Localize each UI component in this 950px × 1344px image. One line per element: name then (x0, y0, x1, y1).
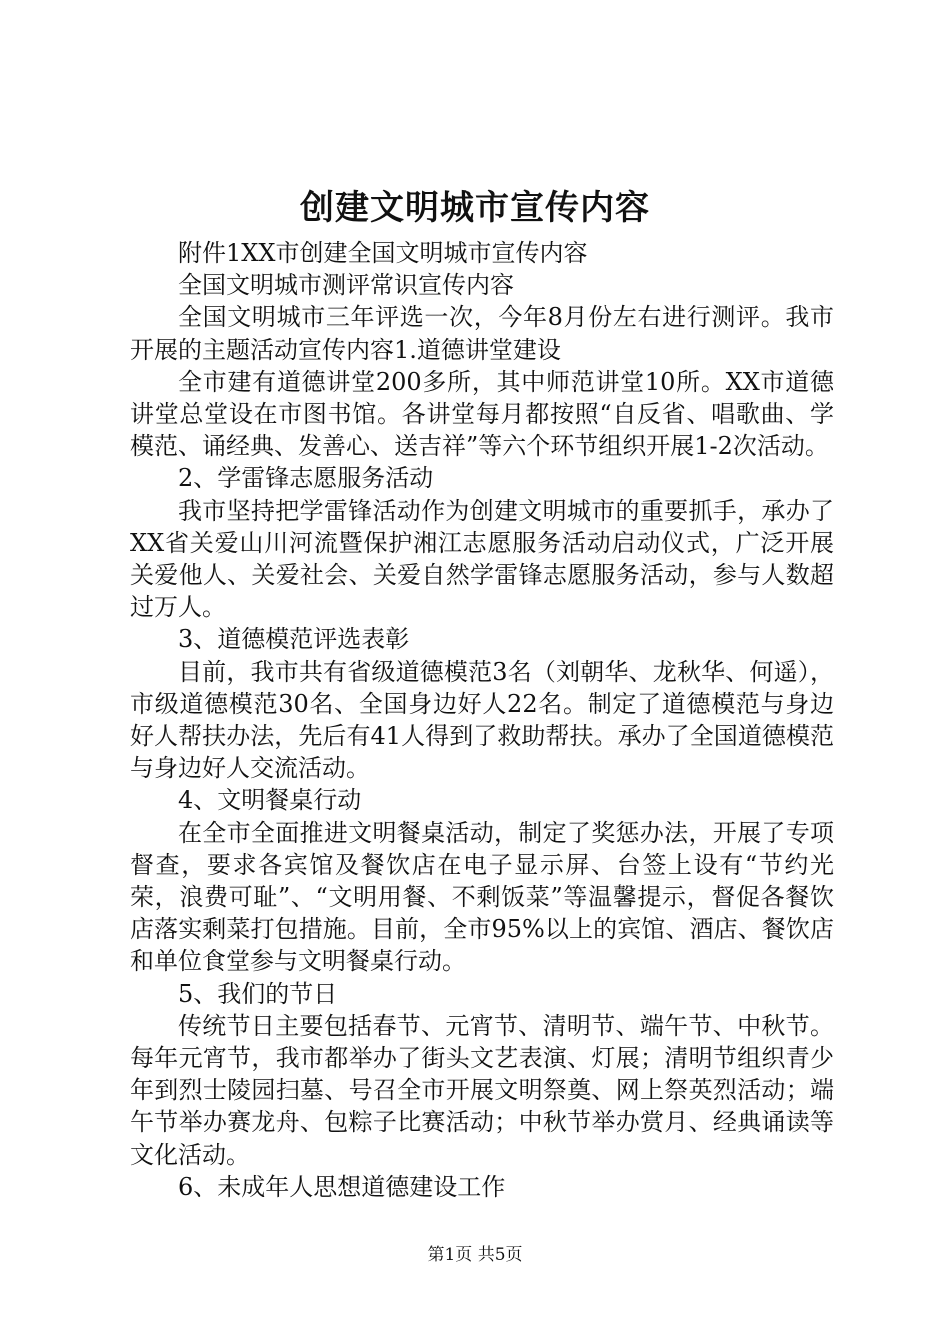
paragraph-subheading: 全国文明城市测评常识宣传内容 (178, 271, 514, 300)
section-heading-minors: 6、未成年人思想道德建设工作 (178, 1172, 506, 1201)
document-title: 创建文明城市宣传内容 (300, 188, 650, 228)
section-heading-festivals: 5、我们的节日 (178, 979, 338, 1008)
page-number-footer: 第1页 共5页 (427, 1245, 523, 1265)
section-heading-civilized-dining: 4、文明餐桌行动 (178, 786, 362, 815)
section-heading-volunteer: 2、学雷锋志愿服务活动 (178, 464, 434, 493)
document-body (130, 237, 834, 1203)
paragraph-attachment-heading: 附件1XX市创建全国文明城市宣传内容 (178, 239, 588, 267)
paragraph-civilized-dining: 在全市全面推进文明餐桌活动，制定了奖惩办法，开展了专项督查，要求各宾馆及餐饮店在电子显示屏、台签上设有“节约光荣，浪费可耻”、“文明用餐、不剩饭菜”等温馨提示，督促各餐饮店落实剩菜打包措施。目前，全市95%以上的宾馆、酒店、餐饮店和单位食堂参与文明餐桌行动。 (130, 818, 834, 976)
section-heading-moral-models: 3、道德模范评选表彰 (178, 625, 410, 654)
paragraph-moral-lecture: 全市建有道德讲堂200多所，其中师范讲堂10所。XX市道德讲堂总堂设在市图书馆。各讲堂每月都按照“自反省、唱歌曲、学模范、诵经典、发善心、送吉祥”等六个环节组织开展1-2次活动。 (130, 367, 834, 461)
paragraph-festivals: 传统节日主要包括春节、元宵节、清明节、端午节、中秋节。每年元宵节，我市都举办了街头文艺表演、灯展；清明节组织青少年到烈士陵园扫墓、号召全市开展文明祭奠、网上祭英烈活动；端午节举办赛龙舟、包粽子比赛活动；中秋节举办赏月、经典诵读等文化活动。 (130, 1011, 834, 1169)
paragraph-moral-models: 目前，我市共有省级道德模范3名（刘朝华、龙秋华、何遥），市级道德模范30名、全国身边好人22名。制定了道德模范与身边好人帮扶办法，先后有41人得到了救助帮扶。承办了全国道德模范与身边好人交流活动。 (130, 657, 834, 783)
paragraph-volunteer: 我市坚持把学雷锋活动作为创建文明城市的重要抓手，承办了XX省关爱山川河流暨保护湘江志愿服务活动启动仪式，广泛开展关爱他人、关爱社会、关爱自然学雷锋志愿服务活动，参与人数超过万人。 (130, 496, 834, 622)
paragraph-intro: 全国文明城市三年评选一次，今年8月份左右进行测评。我市开展的主题活动宣传内容1.道德讲堂建设 (130, 303, 834, 364)
